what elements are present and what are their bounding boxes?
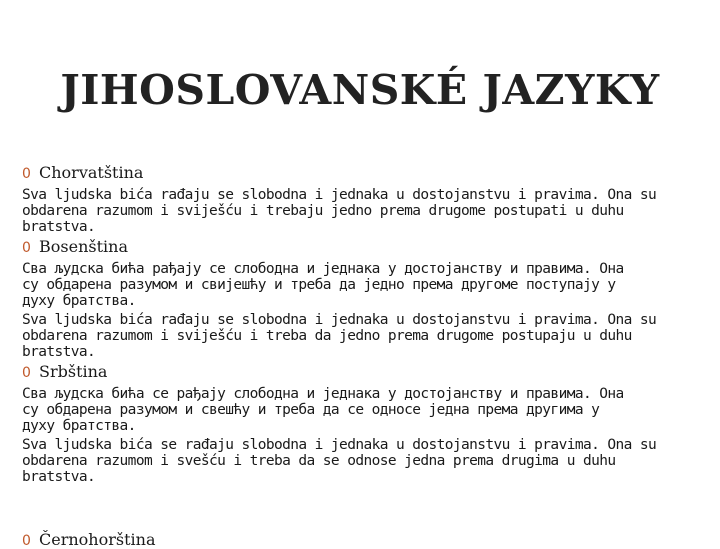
bullet-icon: 0 (22, 533, 31, 549)
section-heading-srbstina (22, 362, 692, 383)
slide-title: JIHOSLOVANSKÉ JAZYKY (60, 66, 660, 114)
section-heading-text: Srbština (39, 362, 108, 381)
section-heading-text: Bosenština (39, 237, 128, 256)
section-heading-bosenstina (22, 237, 692, 258)
section-paragraph-cyrillic: Сва људска бића се рађају слободна и једнака у достојанству и правима. Она су обдарена разумом и свешћу и треба да се односе једна према другима у духу братства. (22, 386, 624, 434)
section-paragraph: Sva ljudska bića rađaju se slobodna i jednaka u dostojanstvu i pravima. Ona su obdarena razumom i sviješću i trebaju jedno prema drugome postupati u duhu bratstva. (22, 187, 657, 235)
bullet-icon: 0 (22, 365, 31, 381)
bullet-icon: 0 (22, 166, 31, 182)
section-heading-text: Chorvatština (39, 163, 144, 182)
section-paragraph-cyrillic: Сва људска бића рађају се слободна и једнака у достојанству и правима. Она су обдарена разумом и свијешћу и треба да једно према другоме поступају у духу братства. (22, 261, 624, 309)
section-paragraph-latin: Sva ljudska bića se rađaju slobodna i jednaka u dostojanstvu i pravima. Ona su obdarena razumom i svešću i treba da se odnose jedna prema drugima u duhu bratstva. (22, 437, 657, 485)
section-heading-text: Černohorština (39, 530, 156, 549)
section-paragraph-latin: Sva ljudska bića rađaju se slobodna i jednaka u dostojanstvu i pravima. Ona su obdarena razumom i sviješću i treba da jedno prema drugome postupaju u duhu bratstva. (22, 312, 657, 360)
content-list (22, 163, 692, 487)
bullet-icon: 0 (22, 240, 31, 256)
section-heading-chorvatstina (22, 163, 692, 184)
